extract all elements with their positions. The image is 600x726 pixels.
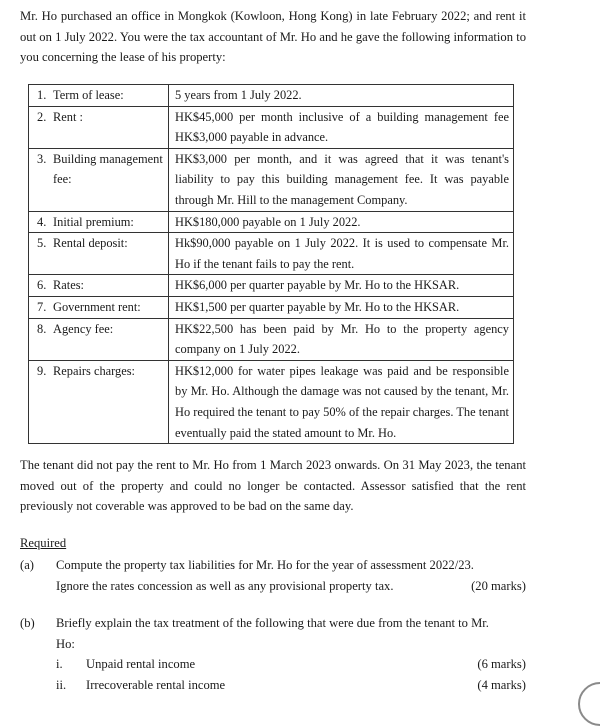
- question-a-label: (a): [20, 558, 34, 572]
- lease-label-cell: [29, 85, 169, 107]
- question-b-line1: Briefly explain the tax treatment of the following that were due from the tenant to Mr.: [56, 616, 489, 630]
- question-b: [20, 613, 526, 655]
- lease-item-number: 9.: [37, 363, 47, 378]
- lease-item-number: 6.: [37, 278, 47, 293]
- question-a-line1: Compute the property tax liabilities for Mr. Ho for the year of assessment 2022/23.: [56, 558, 474, 572]
- item-text: Irrecoverable rental income: [86, 678, 226, 692]
- lease-item-number: 1.: [37, 88, 47, 102]
- required-heading: Required: [20, 536, 67, 550]
- item-marks: (4 marks): [477, 678, 526, 692]
- item-roman: ii.: [56, 678, 67, 692]
- lease-item-number: 5.: [37, 236, 47, 251]
- item-roman: i.: [56, 657, 63, 671]
- lease-item-label: Rent :: [53, 109, 83, 124]
- lease-row: [29, 106, 514, 148]
- lease-item-label: Agency fee:: [53, 321, 114, 336]
- lease-item-value: HK$1,500 per quarter payable by Mr. Ho to the HKSAR.: [169, 296, 514, 318]
- question-b-line2: Ho:: [56, 636, 75, 651]
- question-a-line2: Ignore the rates concession as well as any provisional property tax.: [56, 578, 394, 593]
- lease-table: [28, 84, 514, 444]
- lease-label-cell: [29, 233, 169, 275]
- lease-item-number: 3.: [37, 151, 47, 166]
- lease-row: [29, 211, 514, 233]
- lease-label-cell: [29, 296, 169, 318]
- lease-item-label: Term of lease:: [53, 88, 124, 102]
- question-b-text: [56, 613, 526, 654]
- lease-item-label: Rates:: [53, 278, 84, 293]
- lease-item-number: 7.: [37, 299, 47, 314]
- question-a-text: [56, 555, 526, 596]
- lease-item-value: HK$45,000 per month inclusive of a building management fee HK$3,000 payable in advance.: [169, 106, 514, 148]
- tenant-default-text: The tenant did not pay the rent to Mr. Ho from 1 March 2023 onwards. On 31 May 2023, the tenant moved out of the property and could no longer be contacted. Assessor satisfied that the rent previously not coverable was approved to be bad on the same day.: [20, 458, 526, 514]
- lease-item-label: Government rent:: [53, 299, 141, 314]
- intro-text: Mr. Ho purchased an office in Mongkok (Kowloon, Hong Kong) in late February 2022; and rent it out on 1 July 2022. You were the tax accountant of Mr. Ho and he gave the following information to you concerning the lease of his property:: [20, 9, 526, 65]
- lease-item-number: 4.: [37, 214, 47, 229]
- question-a-marks: (20 marks): [471, 578, 526, 593]
- lease-item-value: HK$6,000 per quarter payable by Mr. Ho to the HKSAR.: [169, 275, 514, 297]
- lease-label-cell: [29, 318, 169, 360]
- lease-row: [29, 85, 514, 107]
- lease-row: [29, 318, 514, 360]
- intro-paragraph: [20, 6, 526, 68]
- lease-row: [29, 233, 514, 275]
- lease-item-value: HK$3,000 per month, and it was agreed that it was tenant's liability to pay this building management fee. It was payable through Mr. Hill to the management Company.: [169, 148, 514, 211]
- lease-row: [29, 148, 514, 211]
- question-b-label: (b): [20, 616, 35, 630]
- lease-item-value: HK$180,000 payable on 1 July 2022.: [169, 211, 514, 233]
- tenant-default-paragraph: [20, 455, 526, 517]
- lease-item-number: 8.: [37, 321, 47, 336]
- lease-label-cell: [29, 360, 169, 443]
- lease-item-value: 5 years from 1 July 2022.: [169, 85, 514, 107]
- lease-item-label: Building management fee:: [53, 151, 163, 187]
- lease-item-value: HK$12,000 for water pipes leakage was paid and be responsible by Mr. Ho. Although the damage was not caused by the tenant, Mr. Ho required the tenant to pay 50% of the repair charges. The tenant eventually paid the stated amount to Mr. Ho.: [169, 360, 514, 443]
- lease-item-number: 2.: [37, 109, 47, 124]
- lease-label-cell: [29, 275, 169, 297]
- lease-label-cell: [29, 148, 169, 211]
- lease-row: [29, 275, 514, 297]
- lease-label-cell: [29, 211, 169, 233]
- lease-item-label: Initial premium:: [53, 214, 134, 229]
- lease-item-value: Hk$90,000 payable on 1 July 2022. It is used to compensate Mr. Ho if the tenant fails to pay the rent.: [169, 233, 514, 275]
- lease-item-label: Rental deposit:: [53, 236, 128, 251]
- lease-item-label: Repairs charges:: [53, 363, 136, 378]
- lease-row: [29, 360, 514, 443]
- lease-label-cell: [29, 106, 169, 148]
- corner-scroll-indicator: [578, 682, 600, 726]
- item-marks: (6 marks): [477, 657, 526, 671]
- lease-item-value: HK$22,500 has been paid by Mr. Ho to the property agency company on 1 July 2022.: [169, 318, 514, 360]
- lease-row: [29, 296, 514, 318]
- question-a: [20, 555, 526, 597]
- item-text: Unpaid rental income: [86, 657, 196, 671]
